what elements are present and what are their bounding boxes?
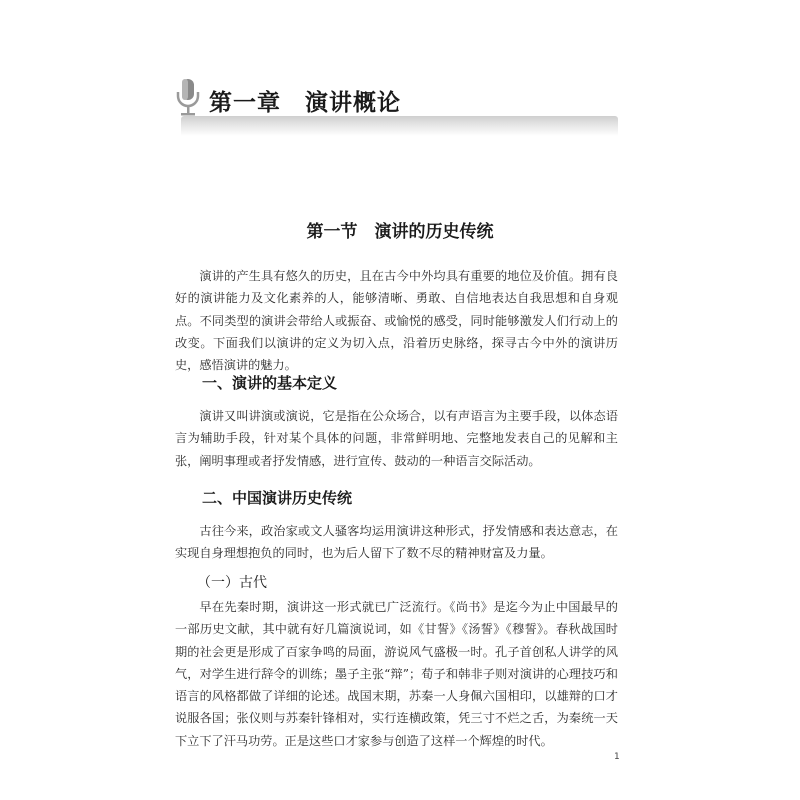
intro-paragraph: 演讲的产生具有悠久的历史，且在古今中外均具有重要的地位及价值。拥有良好的演讲能力及文化素养的人，能够清晰、勇敢、自信地表达自我思想和自身观点。不同类型的演讲会带给人或振奋、或愉悦的感受，同时能够激发人们行动上的改变。下面我们以演讲的定义为切入点，沿着历史脉络，探寻古今中外的演讲历史，感悟演讲的魅力。 (175, 269, 618, 373)
heading-ancient: （一）古代 (197, 575, 267, 591)
heading-definition: 一、演讲的基本定义 (202, 374, 338, 392)
chapter-title: 第一章 演讲概论 (209, 89, 401, 116)
definition-paragraph: 演讲又叫讲演或演说，它是指在公众场合，以有声语言为主要手段，以体态语言为辅助手段，针对某个具体的问题，非常鲜明地、完整地发表自己的见解和主张，阐明事理或者抒发情感，进行宣传、鼓动的一种语言交际活动。 (175, 409, 618, 468)
heading-chinese-history: 二、中国演讲历史传统 (202, 489, 353, 507)
chapter-header (173, 78, 618, 136)
chapter-header-band (181, 116, 618, 136)
microphone-icon (175, 78, 201, 118)
chinese-history-paragraph: 古往今来，政治家或文人骚客均运用演讲这种形式，抒发情感和表达意志，在实现自身理想抱负的同时，也为后人留下了数不尽的精神财富及力量。 (175, 524, 618, 561)
page-number: 1 (614, 752, 620, 762)
section-title: 第一节 演讲的历史传统 (306, 222, 494, 242)
ancient-paragraph: 早在先秦时期，演讲这一形式就已广泛流行。《尚书》是迄今为止中国最早的一部历史文献，其中就有好几篇演说词，如《甘誓》《汤誓》《穆誓》。春秋战国时期的社会更是形成了百家争鸣的局面，游说风气盛极一时。孔子首创私人讲学的风气，对学生进行辞令的训练；墨子主张“辩”；荀子和韩非子则对演讲的心理技巧和语言的风格都做了详细的论述。战国末期，苏秦一人身佩六国相印，以雄辩的口才说服各国；张仪则与苏秦针锋相对，实行连横政策，凭三寸不烂之舌，为秦统一天下立下了汗马功劳。正是这些口才家参与创造了这样一个辉煌的时代。 (175, 600, 618, 748)
